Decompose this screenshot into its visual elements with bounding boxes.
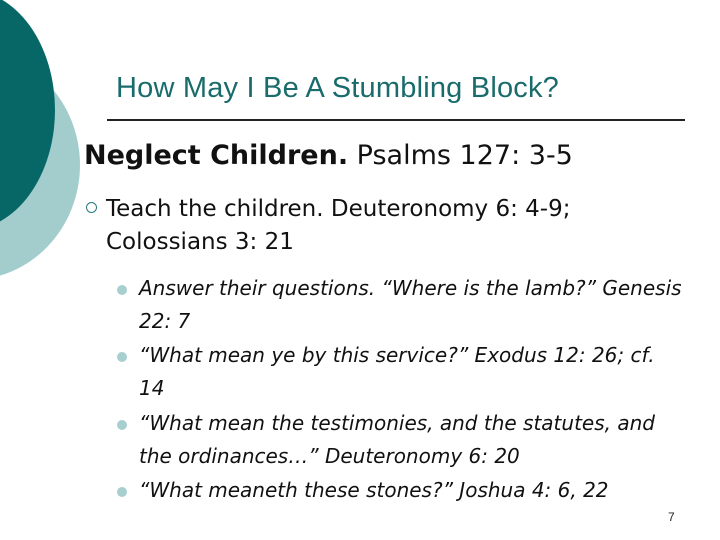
main-heading (84, 140, 573, 171)
sub-item-3: “What mean the testimonies, and the statutes, and the ordinances…” Deuteronomy 6: 20 (139, 411, 655, 468)
dot-bullet-icon (117, 420, 127, 430)
sub-item-2: “What mean ye by this service?” Exodus 12: 26; cf. 14 (139, 343, 655, 400)
dot-bullet-icon (117, 487, 127, 497)
sub-item-1: Answer their questions. “Where is the lamb?” Genesis 22: 7 (139, 276, 682, 333)
heading-strong-text: Neglect Children. (84, 140, 349, 171)
dot-bullet-icon (117, 352, 127, 362)
slide-title: How May I Be A Stumbling Block? (116, 72, 560, 104)
title-underline (107, 119, 685, 121)
level1-point: Teach the children. Deuteronomy 6: 4-9; Colossians 3: 21 (106, 196, 571, 255)
ring-bullet-icon (86, 202, 97, 213)
heading-reference: Psalms 127: 3-5 (348, 140, 573, 171)
sub-item-4: “What meaneth these stones?” Joshua 4: 6, 22 (139, 478, 609, 502)
dot-bullet-icon (117, 285, 127, 295)
page-number: 7 (668, 510, 675, 524)
